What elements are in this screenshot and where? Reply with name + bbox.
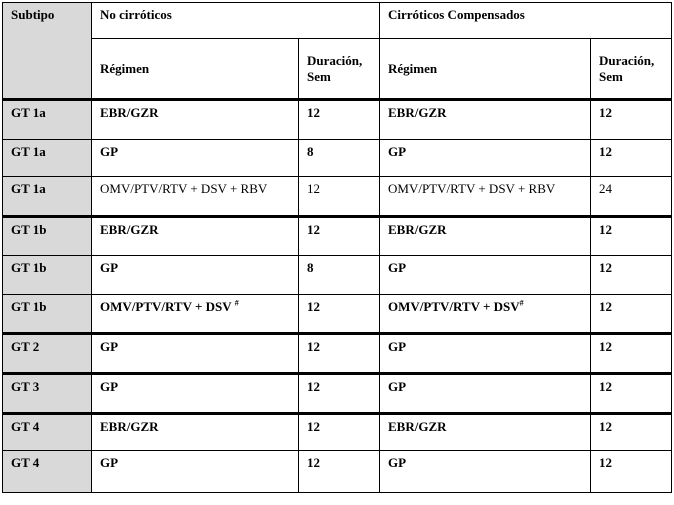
duracion-cell: 24 [591, 177, 672, 217]
gt-cell: GT 2 [3, 334, 92, 374]
table-row [3, 374, 672, 414]
regimen-cell: OMV/PTV/RTV + DSV + RBV [92, 177, 299, 217]
gt-cell: GT 4 [3, 414, 92, 451]
regimen-cell: GP [380, 256, 591, 295]
duracion-cell: 12 [299, 451, 380, 493]
regimen-header-2: Régimen [380, 39, 591, 100]
duracion-cell: 12 [591, 256, 672, 295]
duracion-cell: 8 [299, 140, 380, 177]
duracion-cell: 12 [591, 451, 672, 493]
gt-cell: GT 1b [3, 256, 92, 295]
duracion-cell: 12 [299, 100, 380, 140]
duracion-header-2: Duración, Sem [591, 39, 672, 100]
cirroticos-header: Cirróticos Compensados [380, 3, 672, 39]
gt-cell: GT 1a [3, 140, 92, 177]
duracion-cell: 12 [591, 295, 672, 334]
gt-cell: GT 1b [3, 217, 92, 256]
duracion-cell: 12 [299, 334, 380, 374]
regimen-cell: EBR/GZR [380, 100, 591, 140]
duracion-cell: 12 [299, 177, 380, 217]
no-cirroticos-header: No cirróticos [92, 3, 380, 39]
duracion-cell: 12 [299, 374, 380, 414]
gt-cell: GT 1a [3, 177, 92, 217]
header-row-top [3, 3, 672, 39]
regimen-cell: EBR/GZR [380, 217, 591, 256]
gt-cell: GT 1b [3, 295, 92, 334]
duracion-cell: 8 [299, 256, 380, 295]
gt-cell: GT 1a [3, 100, 92, 140]
duracion-cell: 12 [591, 334, 672, 374]
regimen-cell: OMV/PTV/RTV + DSV # [92, 295, 299, 334]
duracion-cell: 12 [591, 414, 672, 451]
genotype-regimen-table [2, 2, 672, 493]
regimen-cell: GP [380, 140, 591, 177]
regimen-cell: EBR/GZR [92, 414, 299, 451]
gt-cell: GT 3 [3, 374, 92, 414]
regimen-cell: EBR/GZR [92, 100, 299, 140]
duracion-cell: 12 [591, 140, 672, 177]
duracion-cell: 12 [591, 100, 672, 140]
regimen-cell: OMV/PTV/RTV + DSV + RBV [380, 177, 591, 217]
regimen-cell: GP [380, 451, 591, 493]
regimen-cell: GP [92, 140, 299, 177]
regimen-cell: GP [380, 374, 591, 414]
table-row [3, 256, 672, 295]
duracion-cell: 12 [591, 217, 672, 256]
duracion-cell: 12 [299, 295, 380, 334]
duracion-cell: 12 [299, 414, 380, 451]
gt-cell: GT 4 [3, 451, 92, 493]
regimen-cell: GP [92, 451, 299, 493]
regimen-header-1: Régimen [92, 39, 299, 100]
table-row [3, 414, 672, 451]
regimen-cell: GP [92, 374, 299, 414]
table-row [3, 140, 672, 177]
table-row [3, 334, 672, 374]
regimen-cell: GP [380, 334, 591, 374]
table-row [3, 100, 672, 140]
table-row [3, 451, 672, 493]
regimen-cell: OMV/PTV/RTV + DSV# [380, 295, 591, 334]
duracion-header-1: Duración, Sem [299, 39, 380, 100]
regimen-cell: EBR/GZR [380, 414, 591, 451]
table-row [3, 177, 672, 217]
subtipo-header: Subtipo [3, 3, 92, 100]
duracion-cell: 12 [591, 374, 672, 414]
table-row [3, 217, 672, 256]
table-row [3, 295, 672, 334]
regimen-cell: EBR/GZR [92, 217, 299, 256]
duracion-cell: 12 [299, 217, 380, 256]
regimen-cell: GP [92, 334, 299, 374]
header-row-sub [3, 39, 672, 100]
regimen-cell: GP [92, 256, 299, 295]
